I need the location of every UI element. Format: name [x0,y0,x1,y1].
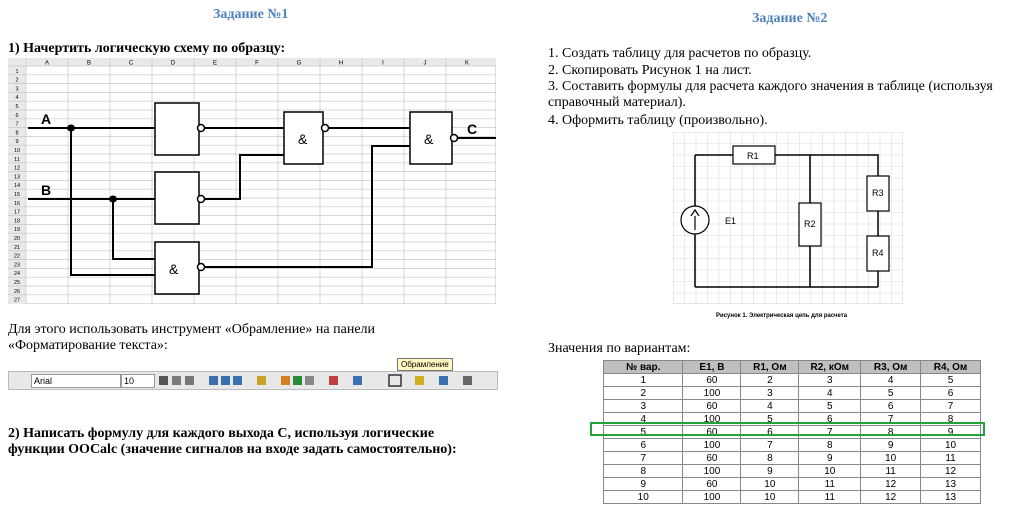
font-size-field[interactable]: 10 [121,374,155,388]
inverter-bubble [198,196,205,203]
table-cell: 3 [741,387,799,400]
italic-icon [172,376,181,385]
circuit-figure [673,132,903,304]
row-header: 25 [13,280,21,286]
row-header: 11 [14,156,20,163]
table-cell: 5 [604,426,683,439]
table-cell: 10 [861,452,921,465]
task1-step2: 2) Написать формулу для каждого выхода C, используя логические функции OOCalc (значение сигналов на входе задать самостоятельно): [8,426,457,457]
row-header: 19 [13,227,21,234]
values-title: Значения по вариантам: [548,341,691,356]
col-header: R4, Ом [921,361,981,374]
row-header: 12 [13,165,21,172]
align-center-icon [221,376,230,385]
col-header: R3, Ом [861,361,921,374]
table-cell: 9 [604,478,683,491]
row-header: 18 [13,218,21,225]
figure-caption: Рисунок 1. Электрическая цепь для расчета [716,313,848,319]
table-cell: 6 [604,439,683,452]
table-cell: 4 [799,387,861,400]
inverter-bubble [198,125,205,132]
indent-icon [353,376,362,385]
table-cell: 100 [683,465,741,478]
underline-icon [185,376,194,385]
and-label: & [298,131,308,147]
table-cell: 10 [921,439,981,452]
table-cell: 100 [683,439,741,452]
table-cell: 7 [921,400,981,413]
input-b-label: B [41,182,52,198]
font-name-field[interactable]: Arial [31,374,121,388]
r4-label: R4 [872,248,884,258]
row-header: 27 [13,297,21,304]
task2-title: Задание №2 [752,11,828,26]
row-header: 2 [15,77,19,84]
table-cell: 60 [683,452,741,465]
column-header: F [255,60,259,67]
table-cell: 12 [861,491,921,504]
table-cell: 3 [799,374,861,387]
row-header: 15 [13,192,21,198]
row-header: 17 [13,209,21,216]
inverter-bubble [322,125,329,132]
table-cell: 3 [604,400,683,413]
table-row [604,387,981,400]
and-label: & [424,131,434,147]
background-color-icon [415,376,424,385]
task2-step-4: 4. Оформить таблицу (произвольно). [548,113,768,128]
and-label: & [169,261,179,277]
currency-icon [281,376,290,385]
col-header: R2, кОм [799,361,861,374]
table-cell: 9 [741,465,799,478]
table-cell: 4 [741,400,799,413]
table-cell: 100 [683,491,741,504]
table-cell: 5 [799,400,861,413]
column-header: G [296,60,302,67]
row-header: 23 [13,262,21,269]
row-header: 10 [13,148,21,154]
col-header: E1, В [683,361,741,374]
column-header: J [423,60,427,67]
table-cell: 8 [604,465,683,478]
input-a-label: A [41,111,52,127]
table-cell: 7 [799,426,861,439]
table-cell: 100 [683,413,741,426]
row-header: 7 [15,121,19,128]
line-style-icon [463,376,472,385]
table-cell: 13 [921,491,981,504]
column-header: I [382,60,384,67]
table-cell: 13 [921,478,981,491]
table-cell: 7 [604,452,683,465]
table-cell: 11 [921,452,981,465]
table-cell: 4 [861,374,921,387]
align-left-icon [209,376,218,385]
table-cell: 8 [799,439,861,452]
table-cell: 10 [741,491,799,504]
table-cell: 6 [799,413,861,426]
formatting-toolbar [8,371,498,390]
table-cell: 60 [683,478,741,491]
table-cell: 10 [604,491,683,504]
col-header: № вар. [604,361,683,374]
task2-step-3: 3. Составить формулы для расчета каждого значения в таблице (используя справочный материал). [548,79,993,110]
task2-step-2: 2. Скопировать Рисунок 1 на лист. [548,63,752,78]
table-cell: 60 [683,400,741,413]
table-cell: 11 [799,491,861,504]
r1-label: R1 [747,151,759,161]
column-header: B [86,60,92,67]
font-color-icon [439,376,448,385]
row-header: 8 [15,130,19,137]
table-cell: 6 [921,387,981,400]
inverter-bubble [451,135,458,142]
table-row [604,465,981,478]
table-body [604,374,981,504]
column-header: K [464,60,470,67]
row-header: 9 [15,139,19,146]
table-cell: 9 [921,426,981,439]
table-row [604,439,981,452]
column-header: C [128,60,134,67]
bold-icon [159,376,168,385]
row-header: 21 [13,244,21,251]
table-cell: 8 [921,413,981,426]
not-gate-a [155,103,199,155]
table-cell: 12 [861,478,921,491]
row-header: 3 [15,86,19,93]
decimal-icon [329,376,338,385]
table-cell: 1 [604,374,683,387]
table-cell: 60 [683,426,741,439]
table-row [604,491,981,504]
table-cell: 12 [921,465,981,478]
task1-step1: 1) Начертить логическую схему по образцу: [8,41,286,56]
row-header: 20 [13,236,21,242]
table-cell: 11 [861,465,921,478]
row-header: 16 [13,200,21,207]
border-icon [389,375,401,386]
row-header: 22 [13,253,21,260]
logic-scheme-sheet [8,58,496,304]
row-header: 6 [15,112,19,119]
column-header: D [170,60,176,67]
table-cell: 100 [683,387,741,400]
table-cell: 9 [799,452,861,465]
row-header: 26 [13,288,21,295]
task1-title: Задание №1 [213,7,289,22]
table-cell: 6 [741,426,799,439]
table-cell: 8 [861,426,921,439]
table-cell: 5 [861,387,921,400]
table-cell: 9 [861,439,921,452]
align-right-icon [233,376,242,385]
tooltip-text: Обрамление [401,360,449,369]
table-cell: 10 [741,478,799,491]
inverter-bubble [198,264,205,271]
table-cell: 7 [861,413,921,426]
table-cell: 6 [861,400,921,413]
percent-icon [293,376,302,385]
table-cell: 5 [921,374,981,387]
row-header: 1 [15,68,19,75]
row-header: 13 [13,174,21,181]
tooltip-frame [397,358,453,371]
toolbar-icons[interactable] [159,374,495,387]
table-cell: 8 [741,452,799,465]
row-header: 4 [15,95,19,102]
highlight-frame [590,422,985,436]
column-header: H [338,60,344,67]
table-row [604,374,981,387]
table-cell: 7 [741,439,799,452]
r3-label: R3 [872,188,884,198]
not-gate-b [155,172,199,224]
table-header-row [604,361,981,374]
table-cell: 2 [604,387,683,400]
row-header: 24 [13,271,21,278]
task2-step-1: 1. Создать таблицу для расчетов по образцу. [548,46,812,61]
table-cell: 5 [741,413,799,426]
table-cell: 2 [741,374,799,387]
merge-icon [257,376,266,385]
table-cell: 4 [604,413,683,426]
r2-label: R2 [804,219,816,229]
table-cell: 10 [799,465,861,478]
table-cell: 11 [799,478,861,491]
row-header: 14 [13,183,21,190]
table-cell: 60 [683,374,741,387]
table-row [604,452,981,465]
number-icon [305,376,314,385]
row-header: 5 [15,104,19,110]
e1-label: E1 [725,216,737,226]
task1-note: Для этого использовать инструмент «Обрамление» на панели «Форматирование текста»: [8,322,376,353]
col-header: R1, Ом [741,361,799,374]
column-header: A [44,60,50,67]
table-row [604,400,981,413]
column-header: E [212,60,218,67]
output-c-label: C [467,121,478,137]
table-row [604,478,981,491]
